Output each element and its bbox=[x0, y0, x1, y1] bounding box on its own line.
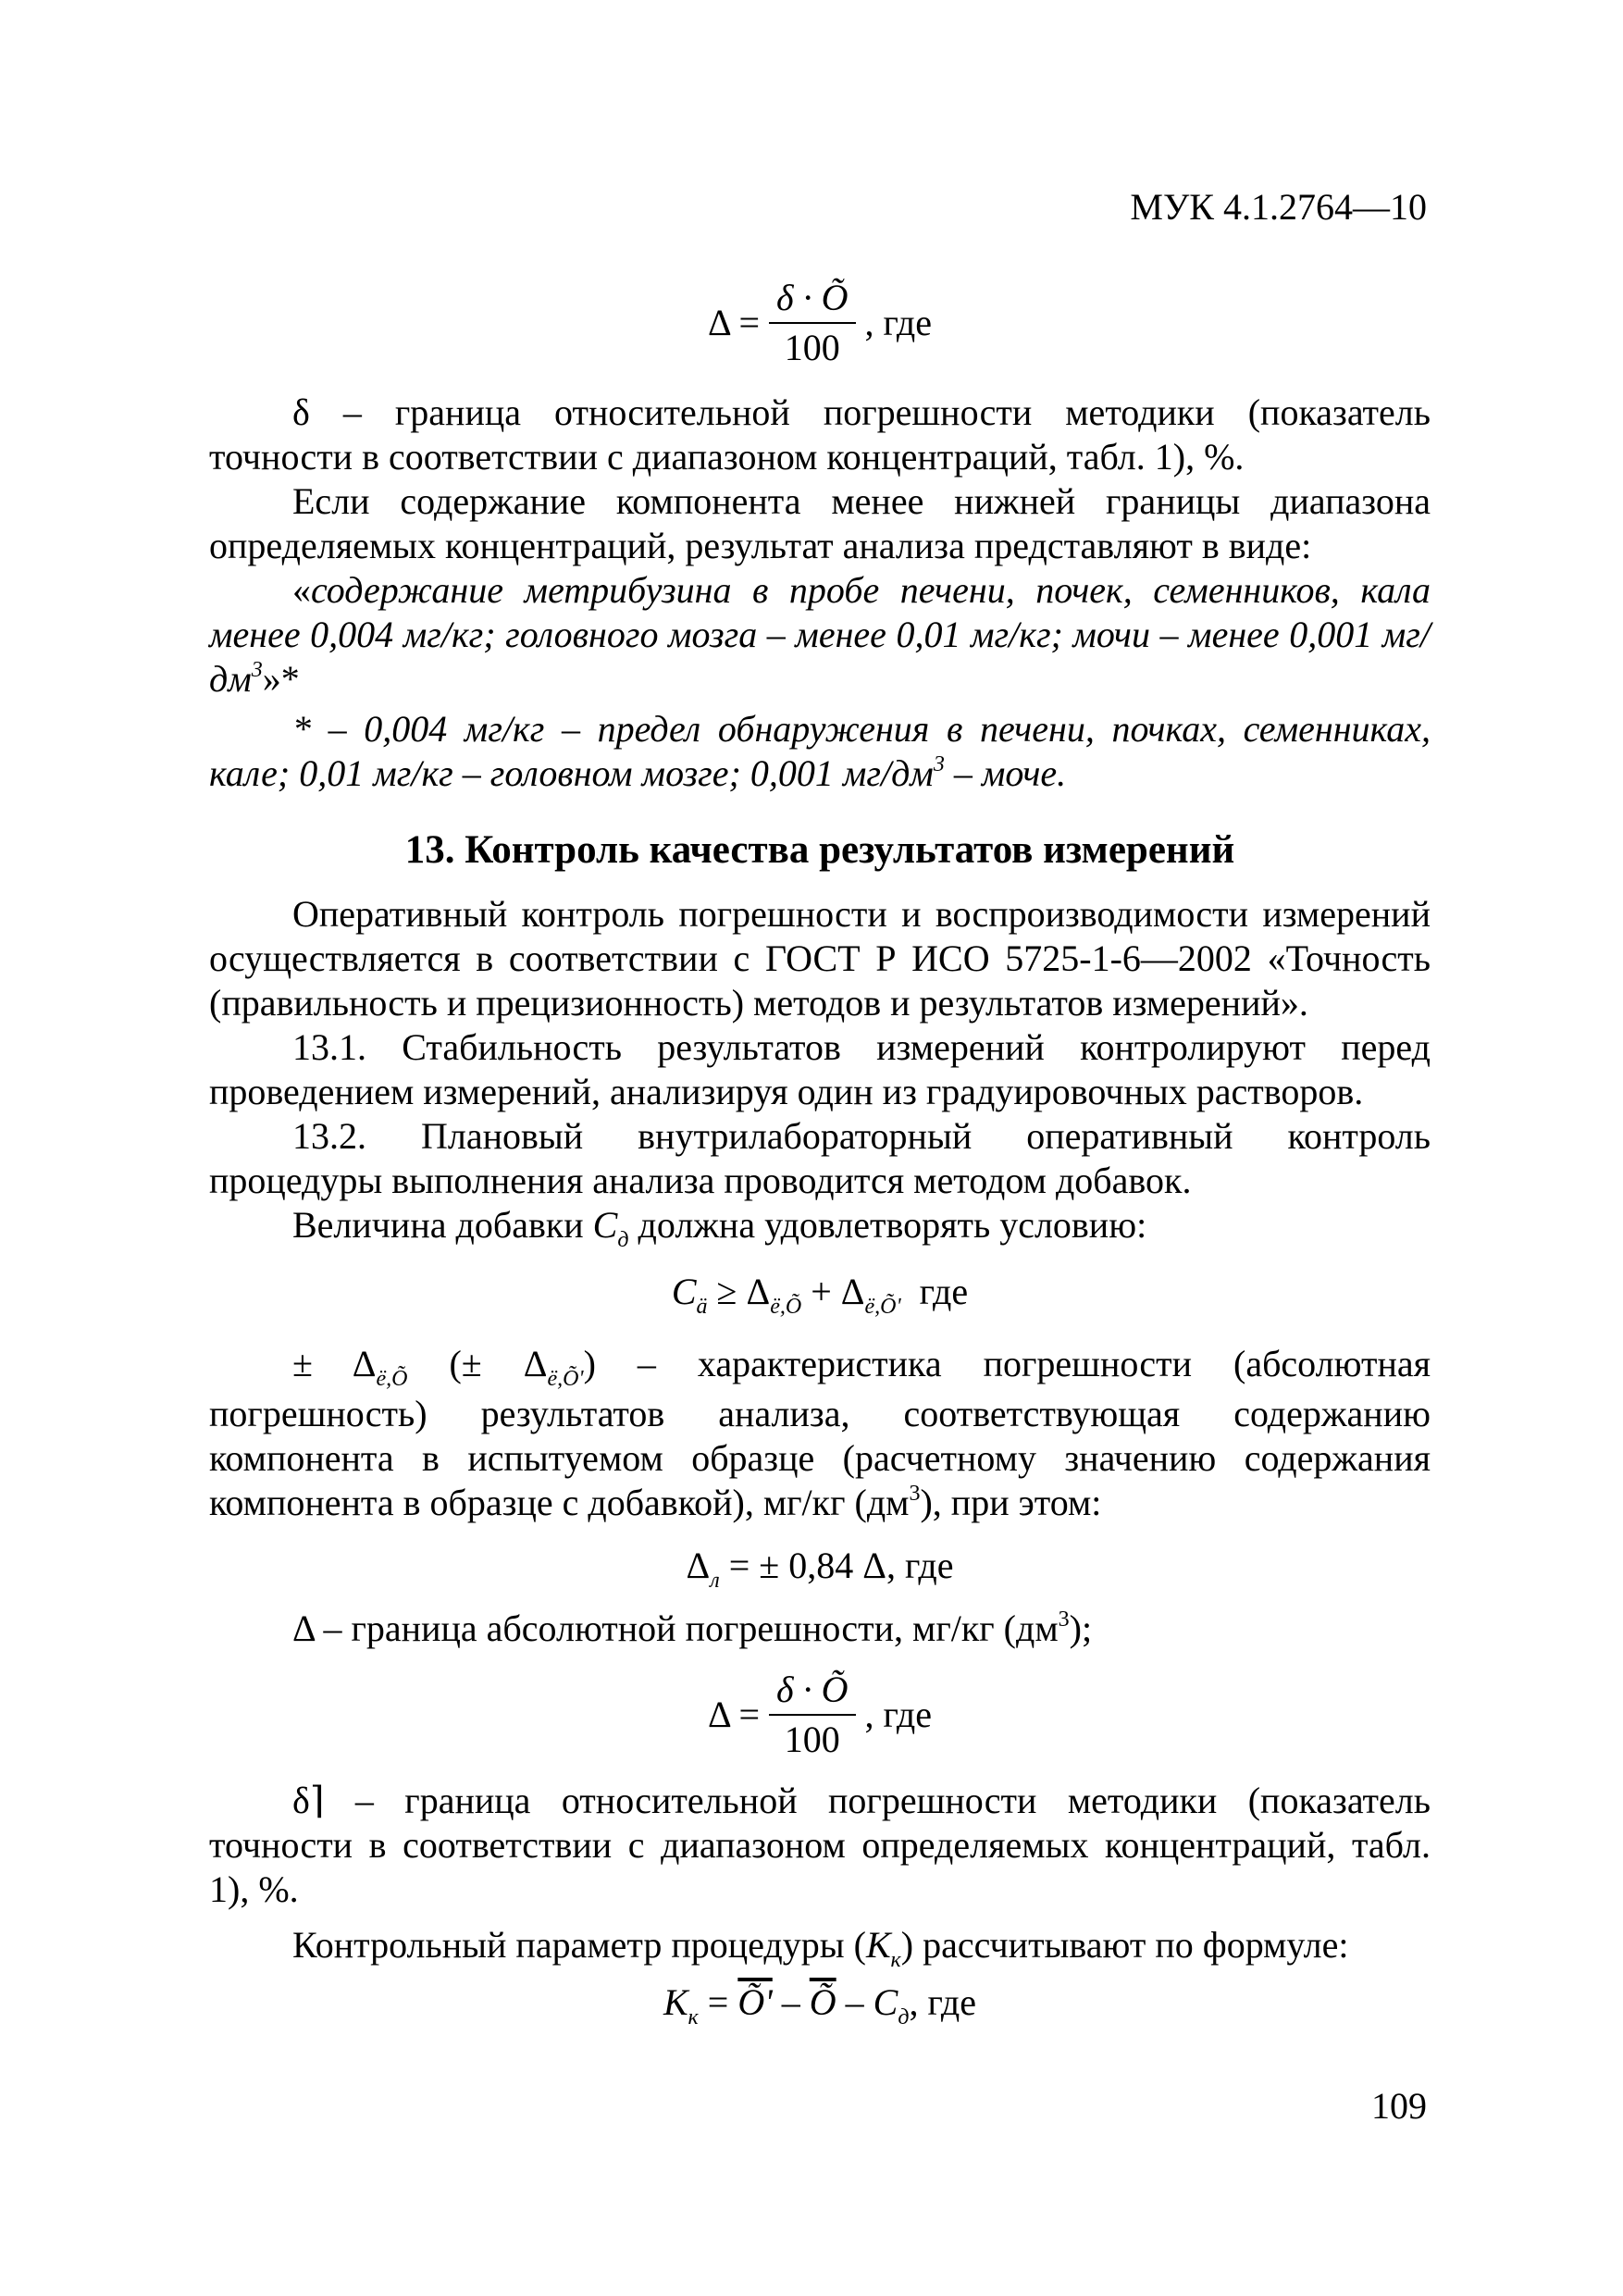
paragraph-control-parameter: Контрольный параметр процедуры $(К_к)$ рассчитывают по формуле: bbox=[292, 1924, 1349, 1972]
formula-kk: $К_к$ = Õ' – $\overline{Õ} - C_д$, где bbox=[663, 1981, 977, 2029]
page-body bbox=[209, 268, 1431, 2030]
paragraph-additive: Величина добавки $C_д$ должна удовлетворять условию: bbox=[292, 1204, 1147, 1252]
paragraph-footnote bbox=[209, 707, 1431, 801]
fraction-denominator: 100 bbox=[784, 1719, 840, 1760]
mean-without-additive: $\overline{Õ}$ bbox=[809, 1981, 836, 2023]
paragraph-absolute-error: Δ – граница абсолютной погрешности, мг/кг $(дм^3)$; bbox=[292, 1607, 1093, 1649]
formula-tail: , где bbox=[864, 1694, 933, 1735]
paragraph-below-range: Если содержание компонента менее нижней границы диапазона определяемых концентраций, результат анализа представляют в виде: bbox=[209, 480, 1431, 566]
page-number: 109 bbox=[1371, 2085, 1427, 2127]
quote-open: « bbox=[292, 569, 311, 611]
paragraph-pm-definition: ± $\Delta_{ë,Õ}$ (± $\Delta_{ë,Õ'}$) – характеристика погрешности (абсолютная погрешность) результатов анализа, соответствующая содержанию компонента в испытуемом образце (расчетному значению содержания компонента в образце с добавкой), мг/кг $(дм^3)$, при этом: bbox=[209, 1343, 1431, 1523]
paragraph-13-2: 13.2. Плановый внутрилабораторный оперативный контроль процедуры выполнения анализа проводится методом добавок. bbox=[209, 1115, 1431, 1201]
formula-lhs: Δ = bbox=[707, 302, 761, 343]
footnote-text: * – 0,004 мг/кг – предел обнаружения в печени, почках, семенниках, кале; 0,01 мг/кг – головном мозге; 0,001 мг/дм bbox=[209, 708, 1431, 794]
paragraph-delta-definition-1: δ – граница относительной погрешности методики (показатель точности в соответствии с диапазоном концентраций, табл. 1), %. bbox=[209, 391, 1431, 478]
running-header: МУК 4.1.2764—10 bbox=[1130, 186, 1427, 228]
formula-delta-2 bbox=[209, 1669, 1431, 1760]
var-c-sub: д bbox=[617, 1228, 629, 1252]
formula-delta-1 bbox=[209, 278, 1431, 368]
paragraph-operative-control: Оперативный контроль погрешности и воспроизводимости измерений осуществляется в соответствии с ГОСТ Р ИСО 5725-1-6—2002 «Точность (правильность и прецизионность) методов и результатов измерений». bbox=[209, 893, 1431, 1024]
formula-condition: $C_ä \ge \Delta_{ë,Õ} + \Delta_{ë,Õ'}$ где bbox=[671, 1271, 969, 1319]
fraction bbox=[769, 1669, 855, 1760]
paragraph-delta-definition-2: δ⌉ – граница относительной погрешности методики (показатель точности в соответствии с диапазоном определяемых концентраций, табл. 1), %. bbox=[209, 1780, 1431, 1910]
quote-close: »* bbox=[262, 658, 300, 700]
quote-text: содержание метрибузина в пробе печени, почек, семенников, кала менее 0,004 мг/кг; головного мозга – менее 0,01 мг/кг; мочи – менее 0,001 мг/дм bbox=[209, 569, 1431, 700]
var-c: C bbox=[592, 1204, 618, 1246]
quote-sup: 3 bbox=[251, 658, 263, 682]
fraction-numerator: δ · Õ bbox=[769, 1669, 855, 1716]
footnote-sup: 3 bbox=[933, 752, 945, 776]
fraction-denominator: 100 bbox=[784, 327, 840, 368]
fraction-numerator: δ · Õ bbox=[769, 278, 855, 324]
section-heading: 13. Контроль качества результатов измерений bbox=[404, 828, 1235, 872]
formula-lhs: Δ = bbox=[707, 1694, 761, 1735]
mean-with-additive: Õ' bbox=[737, 1981, 773, 2023]
formula-delta-l: $\Delta_л$ = ± 0,84 Δ, где bbox=[686, 1545, 954, 1593]
formula-tail: , где bbox=[864, 302, 933, 343]
fraction bbox=[769, 278, 855, 368]
paragraph-13-1: 13.1. Стабильность результатов измерений контролируют перед проведением измерений, анализируя один из градуировочных растворов. bbox=[209, 1026, 1431, 1112]
footnote-tail: – моче. bbox=[944, 752, 1067, 794]
paragraph-quote bbox=[209, 568, 1431, 707]
